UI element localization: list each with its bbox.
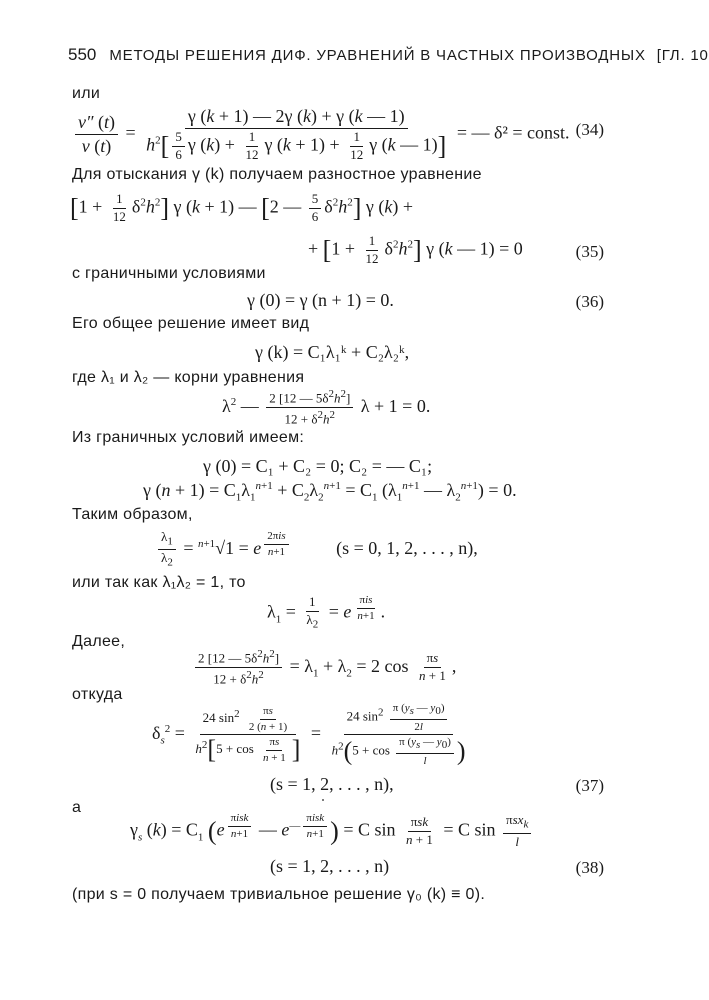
equation-35-number: (35) (575, 242, 604, 261)
text-dlya-otyskaniya: Для отыскания γ (k) получаем разностное уравнение (72, 166, 482, 183)
equation-35-line-1: [1 + $\frac{1}{12}$ $\delta^2h^2$] γ (k + 1) — [2 — $\frac{5}{6}$ $\delta^2h^2$] γ (k) + (70, 191, 414, 224)
text-otkuda: откуда (72, 686, 123, 703)
equation-38-range: (s = 1, 2, . . . , n) (270, 856, 390, 876)
text-ego-obshchee: Его общее решение имеет вид (72, 315, 310, 332)
roots-range: (s = 0, 1, 2, . . . , n), (336, 537, 478, 558)
sum-of-roots: $\frac{2 [12 — 5\delta^2h^2]}{12 + \delta^2h^2}$ = $\lambda_1 + \lambda_2 = 2$ cos $\frac{\pi s}{n + 1}$ , (192, 648, 456, 688)
text-s-granichnymi: с граничными условиями (72, 265, 266, 282)
equation-35-line-2: + [1 + $\frac{1}{12}$ $\delta^2h^2$] γ (k — 1) = 0 (308, 233, 523, 266)
equation-34-rhs: = — δ² = const. (456, 122, 570, 143)
general-solution: γ (k) = C₁λ₁ᵏ + C₂λ₂ᵏ, (255, 342, 410, 362)
equation-34-number: (34) (575, 120, 604, 139)
text-a: а (72, 799, 82, 816)
text-iz-granichnykh: Из граничных условий имеем: (72, 429, 305, 446)
equation-37-number: (37) (575, 776, 604, 795)
text-takim-obrazom: Таким образом, (72, 506, 193, 523)
chapter-ref: [ГЛ. 10 (656, 47, 709, 64)
equation-37-range: (s = 1, 2, . . . , n), (270, 774, 394, 794)
boundary-condition-1: γ (0) = C₁ + C₂ = 0; C₂ = — C₁; (203, 456, 433, 476)
running-title: МЕТОДЫ РЕШЕНИЯ ДИФ. УРАВНЕНИЙ В ЧАСТНЫХ ПРОИЗВОДНЫХ (109, 47, 646, 64)
text-ili: или (72, 85, 101, 102)
equation-38-number: (38) (575, 858, 604, 877)
text-footer-note: (при s = 0 получаем тривиальное решение γ₀ (k) ≡ 0). (72, 886, 486, 903)
page-number: 550 (68, 45, 97, 64)
lambda-1-expression: $\lambda_1$ = $\frac{1}{\lambda_2}$ = e $^{\pi is n+1}$ . (267, 594, 386, 631)
roots-ratio: $\frac{\lambda_1}{\lambda_2}$ = $^{n+1}$√1 = e $^{2\pi is n+1}$ (s = 0, 1, 2, . . . , n), (155, 530, 478, 569)
print-speck (322, 799, 324, 801)
running-header (68, 46, 709, 63)
equation-37: $\delta_s^2$ = 24 $\sin^2$ $\frac{\pi s}{2 (n + 1)}$ $h^2[5 + \cos$ $\frac{\pi s}{n + 1}$ ] = 24 $\sin^2$ $\frac{\pi (y_s — y_0)}{2l}$ $h^2(5 + \cos$ $\frac{\pi (y_s — y_0)}{l}$ ) (152, 702, 466, 768)
text-gde: где λ₁ и λ₂ — корни уравнения (72, 369, 305, 386)
characteristic-equation: $\lambda^2$ — $\frac{2 [12 — 5\delta^2h^2]}{12 + \delta^2h^2}$ λ + 1 = 0. (222, 388, 431, 427)
equation-34: $\frac{v'' (t)}{v (t)}$ = γ (k + 1) — 2γ (k) + γ (k — 1) $h^2$[ $\frac{5}{6}$ γ (k) + $\frac{1}{12}$ γ (k + 1) + $\frac{1}{12}$ γ (k — 1)] = — δ² = const. (72, 106, 570, 163)
equation-36: γ (0) = γ (n + 1) = 0. (247, 290, 394, 310)
equation-36-number: (36) (575, 292, 604, 311)
text-ili-tak-kak: или так как λ₁λ₂ = 1, то (72, 574, 246, 591)
text-dalee: Далее, (72, 633, 126, 650)
boundary-condition-2: γ $(n + 1) = C_1\lambda_1^{n+1} + C_2\lambda_2^{n+1} = C_1$ ($\lambda_1^{n+1}$ — $\lambda_2^{n+1}) = 0$. (143, 480, 517, 504)
equation-38: $\gamma_s$ $(k) = C_1$ (e $^{\pi isk n+1}$ — $e^{— \pi isk n+1}$ ) = C sin πsk n + 1 = C sin πsx$_k$ l (130, 812, 534, 850)
